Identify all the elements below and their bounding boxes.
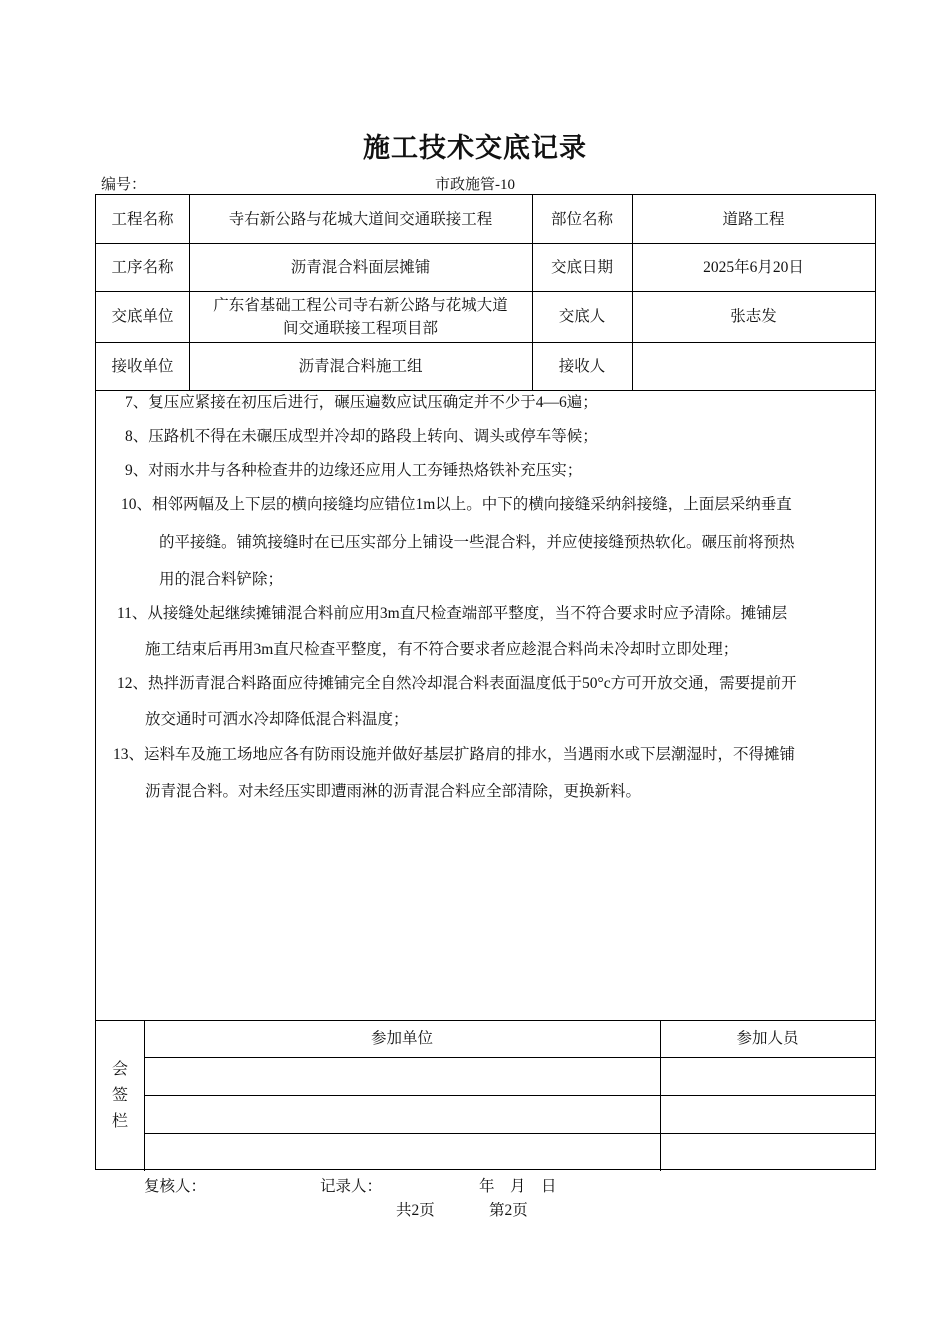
issuing-unit-value bbox=[189, 291, 532, 342]
issuing-unit-label: 交底单位 bbox=[111, 308, 174, 325]
item-11-line2: 施工结束后再用3m直尺检查平整度，有不符合要求者应趁混合料尚未冷却时立即处理； bbox=[145, 641, 739, 658]
item-10-line3: 用的混合料铲除； bbox=[159, 571, 284, 588]
sign-person-cell-1[interactable] bbox=[660, 1057, 875, 1095]
sign-unit-cell-1[interactable] bbox=[144, 1057, 660, 1095]
current-page: 第2页 bbox=[489, 1202, 528, 1219]
receiver-value bbox=[632, 342, 875, 390]
sign-unit-cell-3[interactable] bbox=[144, 1133, 660, 1170]
issuing-unit-line1: 广东省基础工程公司寺右新公路与花城大道 bbox=[213, 296, 508, 314]
process-name-label: 工序名称 bbox=[111, 258, 174, 276]
page-title: 施工技术交底记录 bbox=[363, 133, 587, 164]
record-form bbox=[95, 194, 876, 1170]
project-name-label: 工程名称 bbox=[111, 210, 174, 228]
item-13-line1: 13、运料车及施工场地应各有防雨设施并做好基层扩路肩的排水，当遇雨水或下层潮湿时，不得摊铺 bbox=[113, 746, 796, 763]
form-code: 市政施管-10 bbox=[435, 177, 515, 193]
sign-person-cell-3[interactable] bbox=[660, 1133, 875, 1170]
item-8: 8、压路机不得在未碾压成型并冷却的路段上转向、调头或停车等候； bbox=[125, 428, 598, 445]
item-12-line1: 12、热拌沥青混合料路面应待摊铺完全自然冷却混合料表面温度低于50°c方可开放交通，需要提前开 bbox=[117, 675, 797, 692]
briefing-date-value: 2025年6月20日 bbox=[703, 258, 804, 276]
receiving-unit-label: 接收单位 bbox=[111, 357, 174, 375]
receiving-unit-value: 沥青混合料施工组 bbox=[298, 357, 423, 375]
sign-unit-cell-2[interactable] bbox=[144, 1095, 660, 1133]
countersign-char-1: 会 bbox=[111, 1060, 128, 1078]
participating-unit-header: 参加单位 bbox=[370, 1030, 433, 1047]
item-11-line1: 11、从接缝处起继续摊铺混合料前应用3m直尺检查端部平整度，当不符合要求时应予清除。摊铺层 bbox=[117, 605, 788, 622]
reviewer-label: 复核人： bbox=[144, 1178, 207, 1195]
process-name-value: 沥青混合料面层摊铺 bbox=[290, 258, 431, 276]
briefing-date-label: 交底日期 bbox=[550, 258, 613, 276]
item-7: 7、复压应紧接在初压后进行，碾压遍数应试压确定并不少于4—6遍； bbox=[125, 394, 598, 411]
item-12-line2: 放交通时可洒水冷却降低混合料温度； bbox=[145, 711, 409, 728]
item-9: 9、对雨水井与各种检查井的边缘还应用人工夯锤热烙铁补充压实； bbox=[125, 462, 583, 479]
countersign-char-2: 签 bbox=[111, 1086, 128, 1104]
total-pages: 共2页 bbox=[396, 1202, 435, 1219]
countersign-column-label bbox=[96, 1020, 144, 1171]
sign-person-cell-2[interactable] bbox=[660, 1095, 875, 1133]
item-10-line2: 的平接缝。铺筑接缝时在已压实部分上铺设一些混合料，并应使接缝预热软化。碾压前将预热 bbox=[159, 534, 795, 551]
receiver-label: 接收人 bbox=[558, 357, 606, 375]
part-name-value: 道路工程 bbox=[722, 210, 785, 228]
recorder-label: 记录人： bbox=[320, 1178, 383, 1195]
issuing-unit-line2: 间交通联接工程项目部 bbox=[282, 319, 438, 337]
countersign-char-3: 栏 bbox=[111, 1112, 128, 1130]
issuer-label: 交底人 bbox=[558, 308, 606, 325]
participating-person-header: 参加人员 bbox=[736, 1030, 799, 1047]
item-13-line2: 沥青混合料。对未经压实即遭雨淋的沥青混合料应全部清除，更换新料。 bbox=[145, 783, 642, 800]
project-name-value: 寺右新公路与花城大道间交通联接工程 bbox=[228, 210, 493, 228]
serial-number-label: 编号： bbox=[101, 177, 147, 193]
record-date-label: 年 月 日 bbox=[479, 1178, 557, 1195]
issuer-value: 张志发 bbox=[730, 308, 777, 325]
item-10-line1: 10、相邻两幅及上下层的横向接缝均应错位1m以上。中下的横向接缝采纳斜接缝，上面层采纳垂直 bbox=[121, 496, 792, 513]
part-name-label: 部位名称 bbox=[550, 210, 613, 228]
